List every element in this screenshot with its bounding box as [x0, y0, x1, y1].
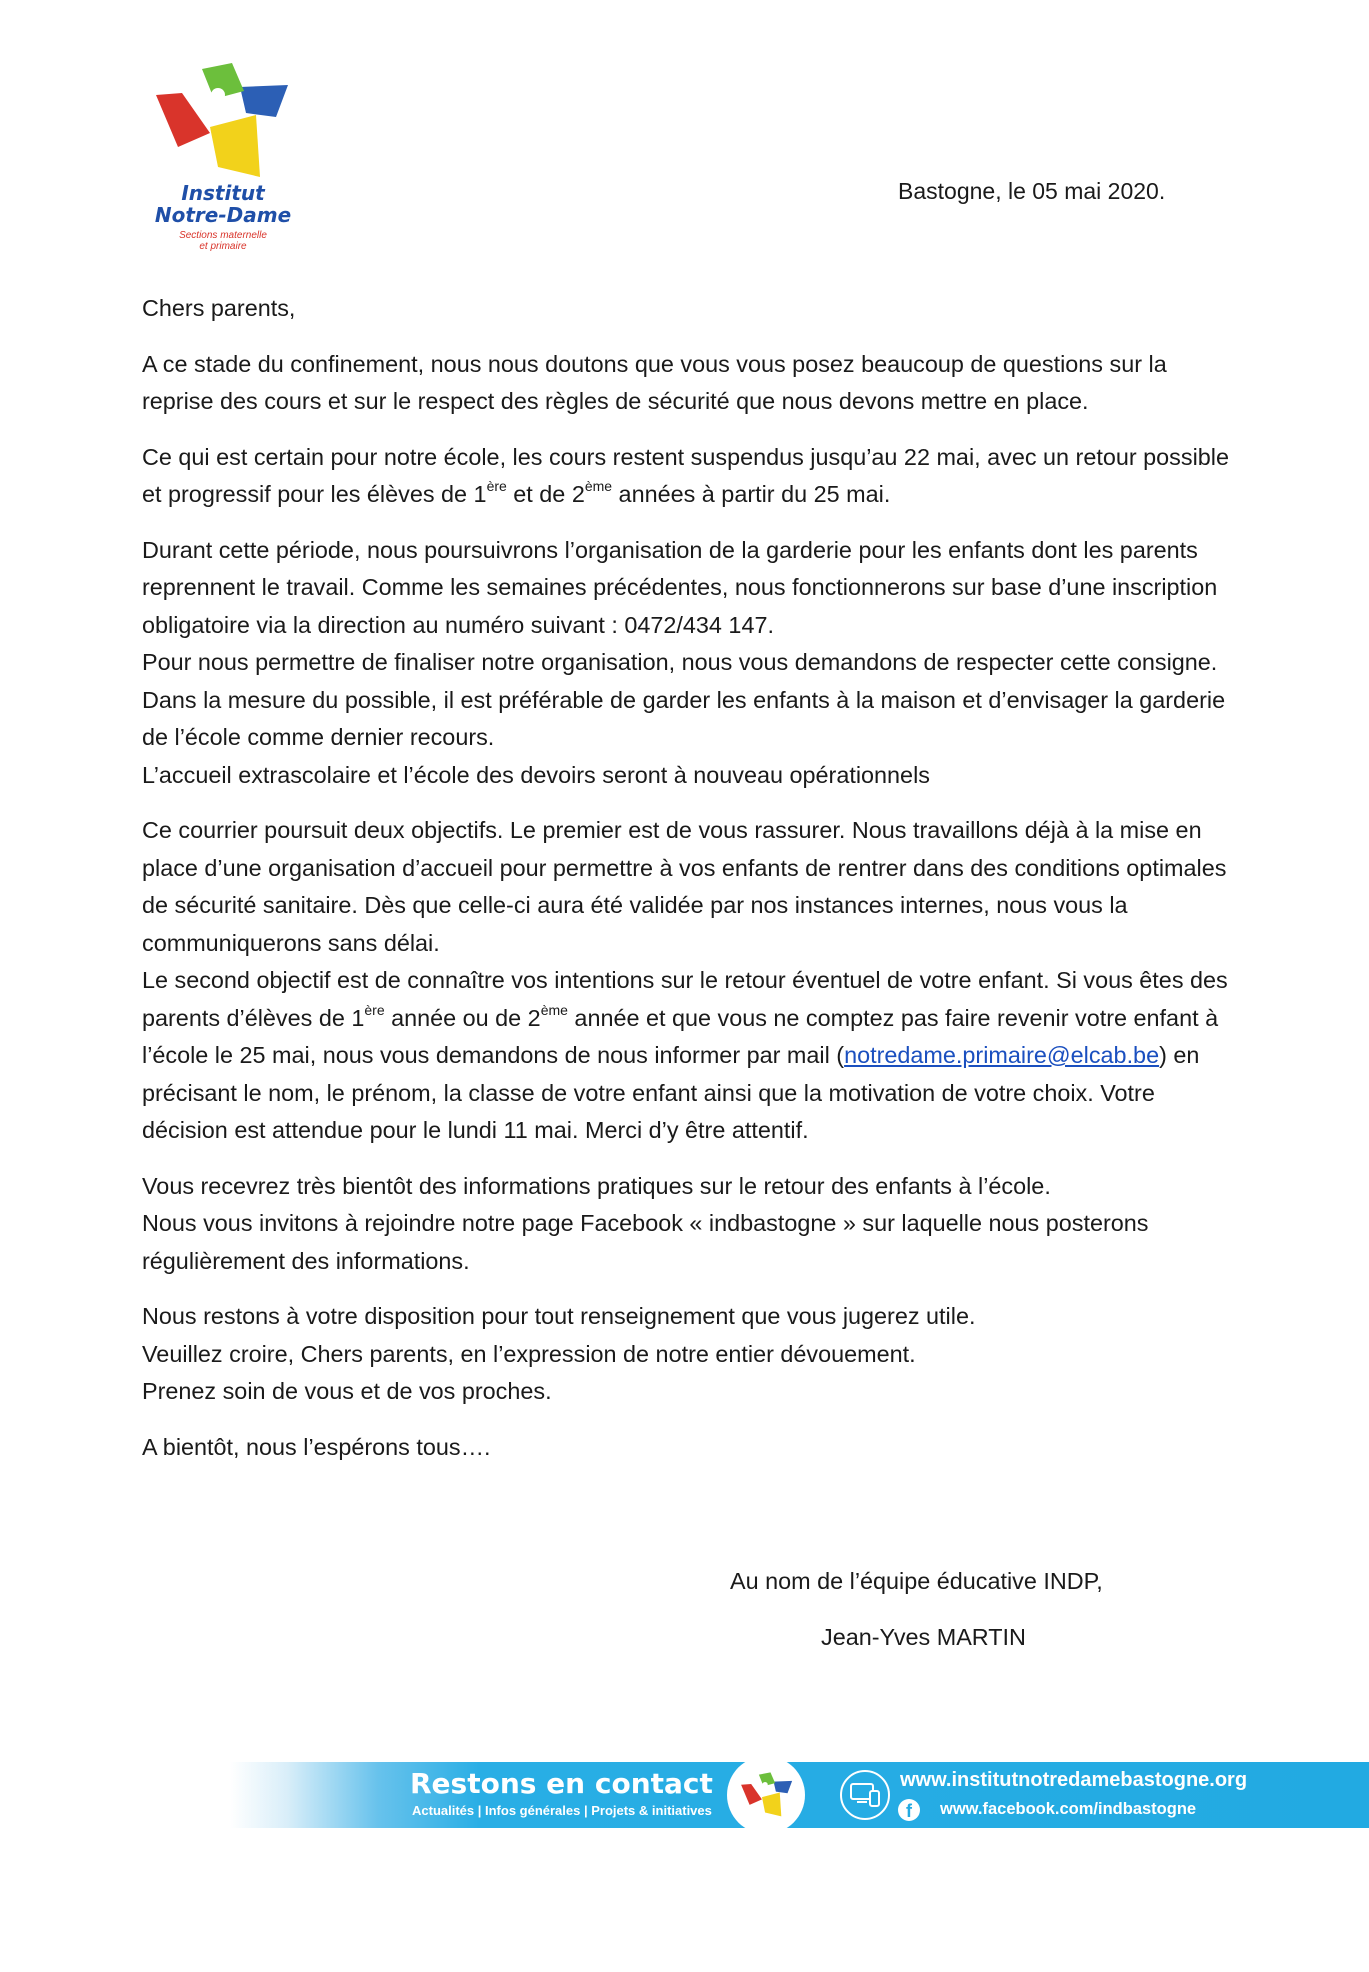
paragraph-7b: Veuillez croire, Chers parents, en l’expression de notre entier dévouement.: [142, 1340, 916, 1367]
logo-subtitle: [148, 230, 298, 252]
banner-star-logo-icon: [738, 1764, 796, 1824]
email-link[interactable]: notredame.primaire@elcab.be: [844, 1042, 1160, 1068]
paragraph-5: [142, 962, 1242, 1150]
paragraph-7c: Prenez soin de vous et de vos proches.: [142, 1378, 552, 1404]
logo-subtitle-line1: Sections maternelle: [179, 230, 267, 241]
facebook-icon[interactable]: f: [898, 1799, 920, 1821]
paragraph-2: [142, 439, 1242, 514]
facebook-link[interactable]: www.facebook.com/indbastogne: [940, 1800, 1197, 1818]
paragraph-5-text-a: Le second objectif est de connaître vos intentions sur le retour éventuel de votre enfant. Si vous êtes des parents d’élèves de 1: [142, 967, 1228, 1031]
paragraph-2-text-a: Ce qui est certain pour notre école, les cours restent suspendus jusqu’au 22 mai, avec un retour possible et progressif pour les élèves de 1: [142, 443, 1229, 507]
superscript-eme: ème: [584, 478, 613, 495]
logo-subtitle-line2: et primaire: [199, 241, 247, 252]
banner-subtitle: Actualités | Infos générales | Projets & initiatives: [412, 1803, 712, 1818]
superscript-eme: ème: [540, 1001, 568, 1018]
logo-title-line1: Institut: [181, 181, 265, 205]
school-logo: [148, 55, 298, 255]
paragraph-3: Durant cette période, nous poursuivrons l’organisation de la garderie pour les enfants dont les parents reprennent le travail. Comme les semaines précédentes, nous fonctionnerons sur base d’une inscription obligatoire via la direction au numéro suivant : 0472/434 147.: [142, 536, 1218, 638]
devices-icon: [840, 1770, 890, 1820]
logo-title-line2: Notre-Dame: [154, 203, 292, 227]
letter-body: [142, 290, 1242, 1466]
greeting: Chers parents,: [142, 295, 296, 321]
paragraph-2-text-c: années à partir du 25 mai.: [612, 481, 891, 507]
paragraph-2-text-b: et de 2: [506, 481, 585, 507]
signature-name: Jean-Yves MARTIN: [821, 1624, 1026, 1650]
paragraph-3b: Pour nous permettre de finaliser notre organisation, nous vous demandons de respecter cette consigne. Dans la mesure du possible, il est préférable de garder les enfants à la maison et d’envisager la garderie de l’école comme dernier recours.: [142, 649, 1226, 750]
paragraph-4: Ce courrier poursuit deux objectifs. Le premier est de vous rassurer. Nous travaillons déjà à la mise en place d’une organisation d’accueil pour permettre à vos enfants de rentrer dans des conditions optimales de sécurité sanitaire. Dès que celle-ci aura été validée par nos instances internes, nous vous la communiquerons sans délai.: [142, 817, 1227, 956]
paragraph-5-text-b: année ou de 2: [384, 1004, 541, 1031]
letter-date: Bastogne, le 05 mai 2020.: [898, 178, 1166, 204]
closing-line: A bientôt, nous l’espérons tous….: [142, 1433, 491, 1460]
paragraph-7a: Nous restons à votre disposition pour tout renseignement que vous jugerez utile.: [142, 1303, 976, 1329]
paragraph-3c: L’accueil extrascolaire et l’école des devoirs seront à nouveau opérationnels: [142, 761, 930, 788]
website-link[interactable]: www.institutnotredamebastogne.org: [900, 1769, 1248, 1791]
paragraph-6b: Nous vous invitons à rejoindre notre page Facebook « indbastogne » sur laquelle nous posterons régulièrement des informations.: [142, 1210, 1149, 1274]
star-logo-icon: [148, 55, 298, 183]
banner-title: Restons en contact: [410, 1767, 713, 1800]
signature-team: Au nom de l’équipe éducative INDP,: [730, 1568, 1103, 1594]
superscript-ere: ère: [364, 1001, 385, 1018]
paragraph-6a: Vous recevrez très bientôt des informations pratiques sur le retour des enfants à l’école.: [142, 1172, 1051, 1199]
paragraph-5-text-c: année et que vous ne comptez pas faire revenir votre enfant à l’école le 25 mai, nous vous demandons de nous informer par mail (: [142, 1004, 1219, 1068]
contact-banner: [230, 1762, 1369, 1828]
superscript-ere: ère: [486, 478, 507, 495]
paragraph-1: A ce stade du confinement, nous nous doutons que vous vous posez beaucoup de questions sur la reprise des cours et sur le respect des règles de sécurité que nous devons mettre en place.: [142, 350, 1167, 414]
paragraph-5-text-d: ) en précisant le nom, le prénom, la classe de votre enfant ainsi que la motivation de votre choix. Votre décision est attendue pour le lundi 11 mai. Merci d’y être attentif.: [142, 1042, 1200, 1143]
